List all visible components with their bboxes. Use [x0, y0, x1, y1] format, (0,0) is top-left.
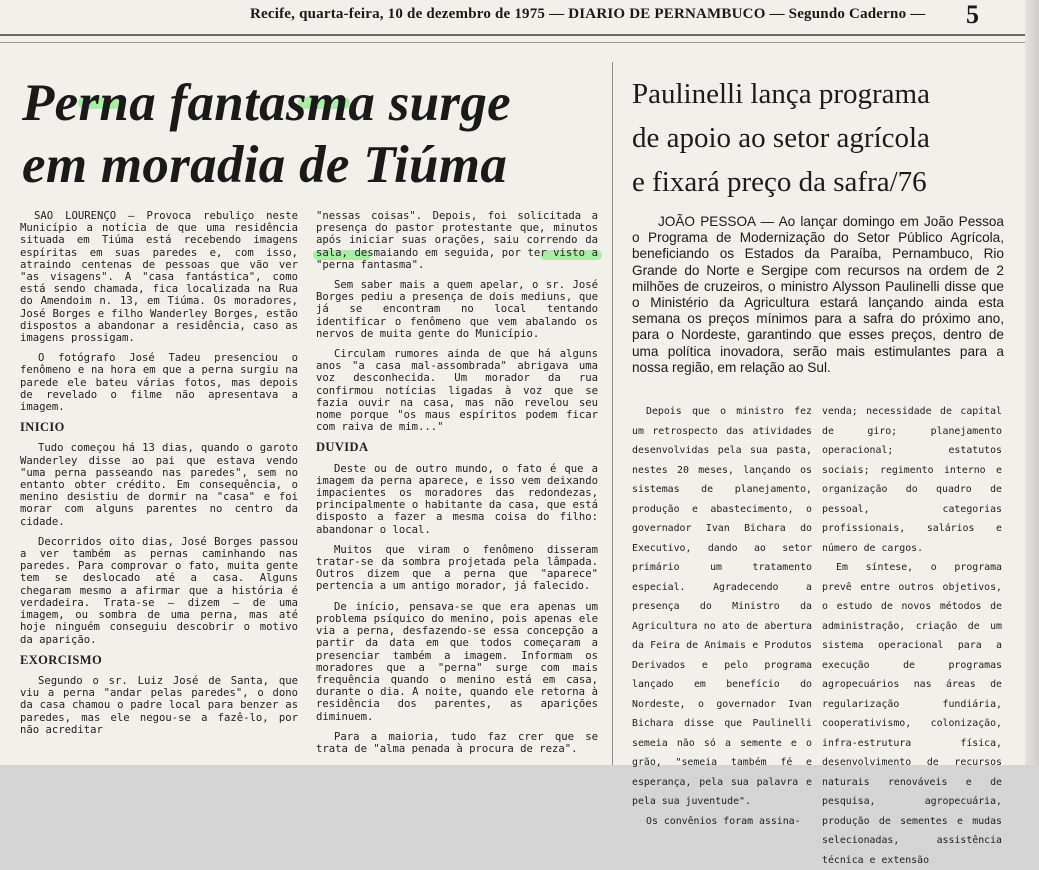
story2-headline-line2: de apoio ao setor agrícola: [632, 122, 930, 154]
paragraph: venda; necessidade de capital de giro; planejamento operacional; estatutos sociais; regimento interno e organização do quadro de pessoal, categorias profissionais, salários e número de cargos.: [822, 406, 1002, 554]
page-number: 5: [966, 0, 980, 29]
story2-headline-line1: Paulinelli lança programa: [632, 78, 930, 110]
paragraph: Em síntese, o programa prevê entre outros objetivos, o estudo de novos métodos de administração, criação de um sistema operacional para a execução de programas agropecuários nas áreas de regularização fundiária, cooperativismo, colonização, infra-estrutura física, desenvolvimento de recursos naturais renováveis e de pesquisa, agropecuária, produção de sementes e mudas selecionadas, assistência técnica e extensão: [822, 562, 1002, 866]
section-heading-inicio: INICIO: [20, 420, 65, 435]
story2-headline: [632, 72, 1002, 204]
story1-headline-line2: em moradia de Tiúma: [22, 136, 508, 194]
masthead-text: Recife, quarta-feira, 10 de dezembro de 1975 — DIARIO DE PERNAMBUCO — Segundo Caderno —: [250, 6, 926, 22]
lead-paragraph: JOÃO PESSOA — Ao lançar domingo em João Pessoa o Programa de Modernização do Setor Público Agrícola, beneficiando os Estados da Paraíba, Pernambuco, Rio Grande do Norte e Sergipe com recursos na ordem de 2 milhões de cruzeiros, o ministro Alysson Paulinelli disse que o Ministério da Agricultura estará lançando ainda esta semana os preços mínimos para a safra do próximo ano, para o Nordeste, garantindo que esses preços, dentro de uma política inovadora, serão mais estimulantes para a nossa região, em relação ao Sul.: [632, 214, 1004, 375]
story1-column-1: [20, 210, 298, 744]
story2-column-2: [822, 402, 1002, 870]
paragraph: O fotógrafo José Tadeu presenciou o fenômeno e na hora em que a perna surgiu na parede ele bateu várias fotos, mas depois de revelado o filme não apresentava a imagem.: [20, 352, 298, 414]
paragraph: Decorridos oito dias, José Borges passou a ver também as pernas caminhando nas paredes. Para comprovar o fato, muita gente tem se deslocado até a casa. Alguns chegaram mesmo a afirmar que a história é verdadeira. Trata-se — dizem — de uma imagem, ou sombra de uma perna, mas até hoje ninguém conseguiu descobrir o motivo da aparição.: [20, 535, 298, 646]
story2-lead: [632, 214, 1004, 376]
top-rule: [0, 34, 1025, 36]
story1-column-2: [316, 210, 598, 763]
page-edge: [1025, 0, 1039, 765]
paragraph: Deste ou de outro mundo, o fato é que a imagem da perna aparece, e isso vem deixando impacientes os moradores das redondezas, principalmente o habitante da casa, que está disposto a fazer a mesma coisa do filho: abandonar o local.: [316, 462, 598, 536]
paragraph: Depois que o ministro fez um retrospecto das atividades desenvolvidas pela sua pasta, nestes 20 meses, lançando os sistemas de planejamento, produção e abastecimento, o governador Ivan Bichara do Executivo, dando ao setor primário um tratamento especial. Agradecendo a presença do Ministro da Agricultura no ato de abertura da Feira de Animais e Produtos Derivados e pelo programa lançado em benefício do Nordeste, o governador Ivan Bichara disse que Paulinelli semeia não só a semente e o grão, "semeia também fé e esperança, pela sua palavra e pela sua juventude".: [632, 406, 812, 807]
story1-headline: [22, 72, 602, 196]
paragraph: De início, pensava-se que era apenas um problema psíquico do menino, pois apenas ele via a perna, desfazendo-se essa concepção a partir da data em que todos começaram a presenciar também a imagem. Informam os moradores que a "perna" surge com mais frequência quando o menino está em casa, durante o dia. A noite, quando ele retorna à residência dos parentes, as aparições diminuem.: [316, 600, 598, 723]
masthead: [250, 0, 1020, 30]
paragraph: Muitos que viram o fenômeno disseram tratar-se da sombra projetada pela lâmpada. Outros dizem que a perna que "aparece" pertencia a um antigo morador, já falecido.: [316, 543, 598, 593]
paragraph: Para a maioria, tudo faz crer que se trata de "alma penada à procura de reza".: [316, 730, 598, 755]
section-heading-exorcismo: EXORCISMO: [20, 652, 103, 667]
paragraph: Circulam rumores ainda de que há alguns anos "a casa mal-assombrada" abrigava uma voz desconhecida. Um morador da rua confirmou notícias ligadas à voz que se fazia ouvir na casa, mas não revelou seu nome porque "os maus espíritos podem ficar com raiva de mim...": [316, 348, 598, 434]
paragraph: Segundo o sr. Luiz José de Santa, que viu a perna "andar pelas paredes", o dono da casa chamou o padre local para benzer as paredes, mas ele negou-se a fazê-lo, por não acreditar: [20, 674, 298, 736]
story2-headline-line3: e fixará preço da safra/76: [632, 166, 927, 198]
paragraph: SAO LOURENÇO — Provoca rebuliço neste Município a notícia de que uma residência situada em Tiúma está recebendo imagens espíritas em suas paredes e, com isso, atraindo centenas de pessoas que vão ver "as visagens". A "casa fantástica", como está sendo chamada, fica localizada na Rua do Amendoim n. 13, em Tiúma. Os moradores, José Borges e filho Wanderley Borges, estão dispostos a abandonar a residência, caso as imagens prossigam.: [20, 210, 298, 345]
story2-column-1: [632, 402, 812, 831]
paragraph: Os convênios foram assina-: [646, 815, 801, 827]
paragraph: Tudo começou há 13 dias, quando o garoto Wanderley disse ao pai que estava vendo "uma perna passeando nas paredes", sem no entanto obter crédito. Em consequência, o menino desistiu de dormir na "casa" e foi morar com alguns parentes no centro da cidade.: [20, 442, 298, 528]
top-rule-thin: [0, 42, 1025, 43]
paragraph: Sem saber mais a quem apelar, o sr. José Borges pediu a presença de dois mediuns, que já se encontram no local tentando identificar o fenômeno que vem abalando os nervos de muita gente do Município.: [316, 279, 598, 340]
story1-headline-line1: Perna fantasma surge: [22, 74, 511, 132]
section-heading-duvida: DUVIDA: [316, 440, 369, 455]
column-divider: [612, 62, 613, 765]
paragraph: "nessas coisas". Depois, foi solicitada a presença do pastor protestante que, minutos após iniciar suas orações, saiu correndo da sala, desmaiando em seguida, por ter visto a "perna fantasma".: [316, 210, 598, 271]
